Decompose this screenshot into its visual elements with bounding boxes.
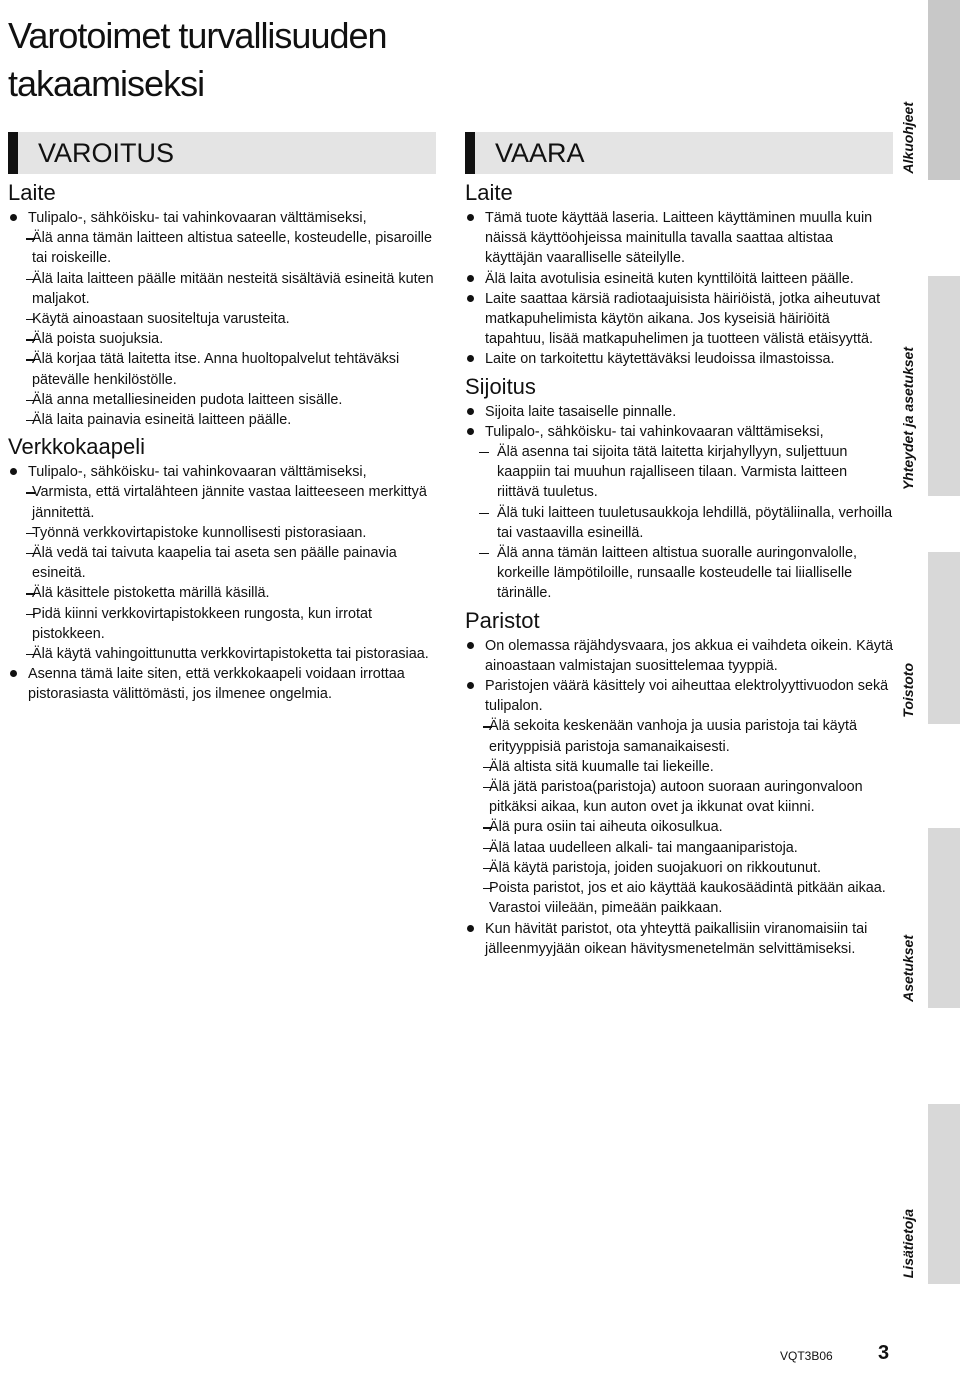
item-text: Älä vedä tai taivuta kaapelia tai aseta sen päälle painavia esineitä. [32, 545, 397, 582]
item-text: On olemassa räjähdysvaara, jos akkua ei vaihdeta oikein. Käytä ainoastaan valmistajan suosittelemaa tyyppiä. [485, 637, 893, 674]
item-text: Älä poista suojuksia. [32, 331, 164, 348]
item-text: Älä altista sitä kuumalle tai liekeille. [489, 758, 714, 775]
sub-item [8, 583, 436, 603]
warning-banner [8, 132, 436, 174]
item-text: Älä korjaa tätä laitetta itse. Anna huoltopalvelut tehtäväksi pätevälle henkilöstölle. [32, 351, 400, 388]
bullet-item [465, 349, 893, 369]
tab-shade [928, 1104, 960, 1284]
bullet-item [465, 289, 893, 350]
banner-bar [8, 132, 18, 174]
tab-label: Alkuohjeet [900, 102, 916, 174]
item-text: Laite saattaa kärsiä radiotaajuisista häiriöistä, jotka aiheutuvat matkapuhelimista käytön aikana. Jos kyseisiä häiriöitä tapahtuu, lisää matkapuhelimen ja tuotteen välistä etäisyyttä. [485, 290, 881, 348]
bullet-item [465, 208, 893, 269]
item-text: Älä jätä paristoa(paristoja) autoon suoraan auringonvaloon pitkäksi aikaa, kun auton ovet ja ikkunat ovat kiinni. [489, 779, 863, 816]
sub-item [465, 442, 893, 503]
sub-item [8, 543, 436, 583]
bullet-item [465, 422, 893, 442]
section-heading: Laite [8, 180, 56, 205]
sub-item [8, 329, 436, 349]
bullet-item [8, 664, 436, 704]
tab-shade [928, 0, 960, 180]
item-text: Sijoita laite tasaiselle pinnalle. [485, 403, 677, 420]
bullet-item [465, 269, 893, 289]
sub-item [465, 543, 893, 604]
tab-shade [928, 828, 960, 1008]
bullet-item [465, 402, 893, 422]
item-text: Tulipalo-, sähköisku- tai vahinkovaaran välttämiseksi, [28, 464, 367, 481]
item-text: Älä anna metalliesineiden pudota laitteen sisälle. [32, 391, 343, 408]
sub-item [8, 410, 436, 430]
sub-item [8, 309, 436, 329]
tab-toistoto[interactable] [896, 552, 960, 724]
tab-yhteydet[interactable] [896, 276, 960, 496]
sub-item [8, 644, 436, 664]
item-text: Kun hävität paristot, ota yhteyttä paikallisiin viranomaisiin tai jälleenmyyjään oikean hävitysmenetelmän selvittämiseksi. [485, 920, 868, 957]
item-text: Älä sekoita keskenään vanhoja ja uusia paristoja tai käytä erityyppisiä paristoja samanaikaisesti. [489, 718, 857, 755]
sub-item [465, 858, 893, 878]
page-number: 3 [878, 1342, 890, 1364]
sub-item [8, 482, 436, 522]
sub-item [465, 757, 893, 777]
item-text: Käytä ainoastaan suositeltuja varusteita. [32, 311, 290, 328]
item-text: Älä laita laitteen päälle mitään nesteitä sisältäviä esineitä kuten maljakot. [32, 270, 434, 307]
sub-item [465, 838, 893, 858]
banner-bar [465, 132, 475, 174]
item-text: Tulipalo-, sähköisku- tai vahinkovaaran välttämiseksi, [28, 210, 367, 226]
sub-item [8, 349, 436, 389]
item-text: Paristojen väärä käsittely voi aiheuttaa elektrolyyttivuodon sekä tulipalon. [485, 678, 889, 715]
item-text: Asenna tämä laite siten, että verkkokaapeli voidaan irrottaa pistorasiasta välittömästi, jos ilmenee ongelmia. [28, 666, 405, 703]
item-text: Älä käytä paristoja, joiden suojakuori on rikkoutunut. [489, 859, 821, 876]
section-heading: Sijoitus [465, 373, 536, 399]
tab-shade [928, 552, 960, 724]
item-text: Älä asenna tai sijoita tätä laitetta kirjahyllyyn, suljettuun kaappiin tai muuhun rajalliseen tilaan. Varmista laitteen riittävä tuuletus. [497, 444, 848, 501]
sub-item [8, 228, 436, 268]
danger-banner-label: VAARA [495, 138, 585, 168]
item-text: Poista paristot, jos et aio käyttää kaukosäädintä pitkään aikaa. Varastoi viileään, pimeään paikkaan. [489, 880, 886, 917]
bullet-item [8, 208, 436, 228]
sub-item [465, 503, 893, 543]
sub-item [8, 269, 436, 309]
item-text: Tulipalo-, sähköisku- tai vahinkovaaran välttämiseksi, [485, 423, 824, 440]
tab-lisatietoja[interactable] [896, 1104, 960, 1284]
bullet-item [465, 636, 893, 676]
item-text: Älä anna tämän laitteen altistua suoralle auringonvalolle, korkeille lämpötiloille, runsaalle kosteudelle tai liialliselle tärinälle. [497, 545, 857, 602]
bullet-item [8, 462, 436, 482]
section-heading: Laite [465, 180, 513, 205]
sub-item [8, 523, 436, 543]
item-text: Varmista, että virtalähteen jännite vastaa laitteeseen merkittyä jännitettä. [32, 484, 427, 521]
item-text: Älä tuki laitteen tuuletusaukkoja lehdillä, pöytäliinalla, verhoilla tai vastaavilla esineillä. [497, 504, 893, 541]
item-text: Pidä kiinni verkkovirtapistokkeen rungosta, kun irrotat pistokkeen. [32, 605, 372, 642]
sub-item [465, 777, 893, 817]
tab-label: Yhteydet ja asetukset [900, 346, 916, 490]
section-heading: Paristot [465, 607, 540, 633]
tab-label: Toistoto [900, 663, 916, 718]
warning-banner-label: VAROITUS [38, 138, 175, 168]
item-text: Älä laita painavia esineitä laitteen päälle. [32, 412, 292, 429]
tab-shade [928, 276, 960, 496]
left-column [8, 176, 436, 705]
tab-alkuohjeet[interactable] [896, 0, 960, 180]
bullet-item [465, 676, 893, 716]
tab-label: Lisätietoja [900, 1208, 916, 1278]
tab-asetukset[interactable] [896, 828, 960, 1008]
page-title: Varotoimet turvallisuuden takaamiseksi [8, 15, 387, 104]
item-text: Älä pura osiin tai aiheuta oikosulkua. [489, 819, 723, 836]
sub-item [465, 716, 893, 756]
item-text: Älä anna tämän laitteen altistua sateelle, kosteudelle, pisaroille tai roiskeille. [32, 230, 432, 267]
item-text: Älä käytä vahingoittunutta verkkovirtapistoketta tai pistorasiaa. [32, 646, 429, 663]
item-text: Laite on tarkoitettu käytettäväksi leudoissa ilmastoissa. [485, 351, 835, 368]
tab-label: Asetukset [900, 935, 916, 1002]
item-text: Työnnä verkkovirtapistoke kunnollisesti pistorasiaan. [32, 524, 367, 541]
item-text: Älä lataa uudelleen alkali- tai mangaaniparistoja. [489, 839, 798, 856]
item-text: Älä käsittele pistoketta märillä käsillä. [32, 585, 270, 602]
document-code: VQT3B06 [780, 1349, 833, 1363]
section-heading: Verkkokaapeli [8, 434, 145, 460]
right-column [465, 176, 893, 959]
bullet-item [465, 919, 893, 959]
item-text: Älä laita avotulisia esineitä kuten kynttilöitä laitteen päälle. [485, 270, 854, 287]
sub-item [465, 878, 893, 918]
sub-item [465, 817, 893, 837]
section-sidebar [896, 0, 960, 1379]
sub-item [8, 604, 436, 644]
item-text: Tämä tuote käyttää laseria. Laitteen käyttäminen muulla kuin näissä käyttöohjeissa mainitulla tavalla saattaa altistaa käyttäjän vaaralliselle säteilylle. [485, 210, 873, 267]
danger-banner [465, 132, 893, 174]
sub-item [8, 390, 436, 410]
